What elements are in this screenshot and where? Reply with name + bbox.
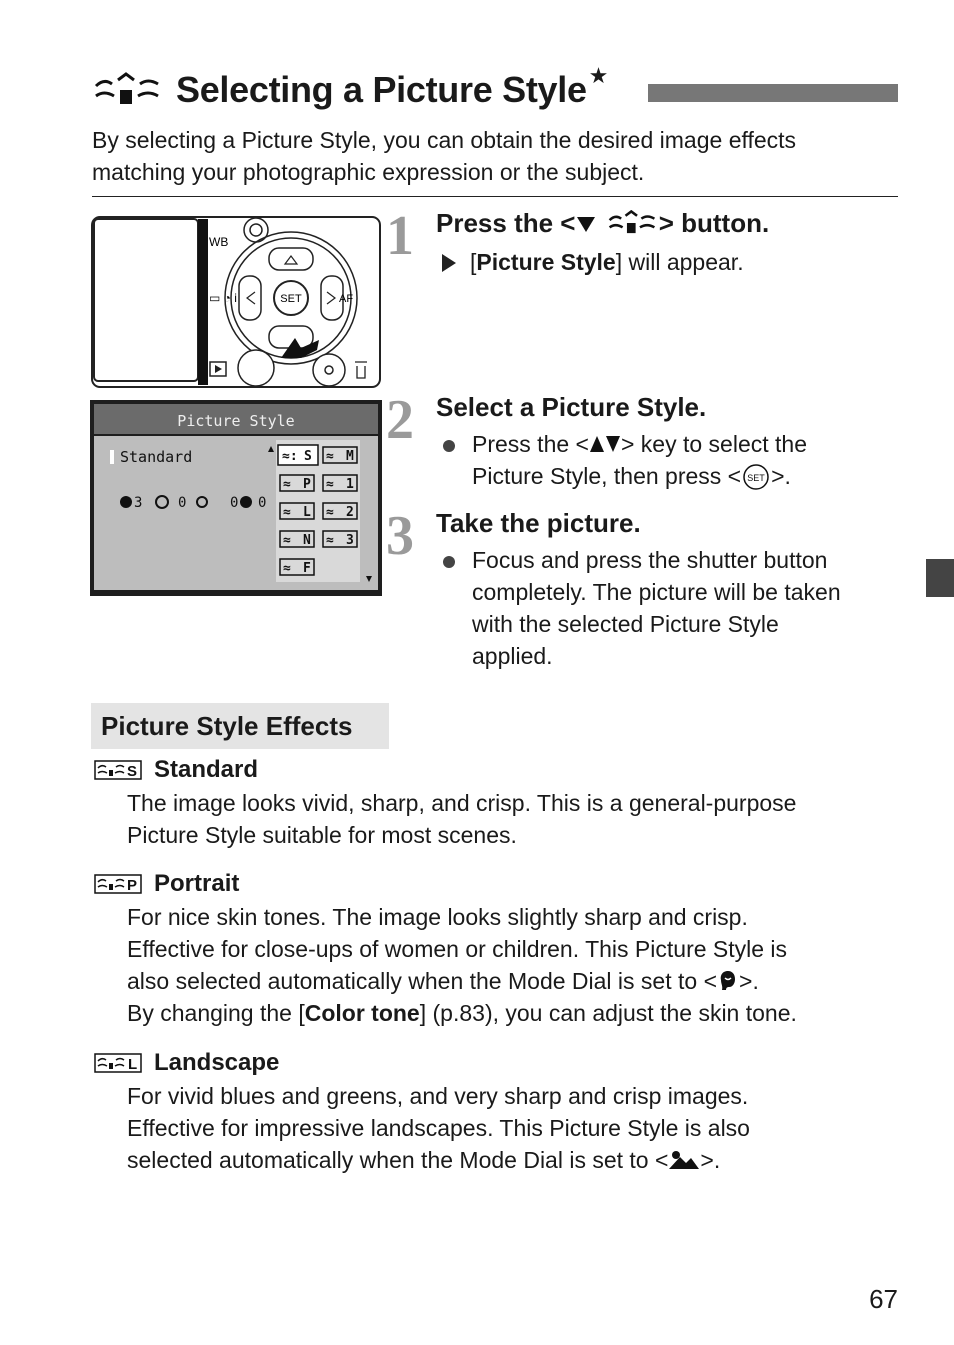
step-3-number: 3	[386, 505, 414, 567]
portrait-style-label: P Portrait	[94, 870, 239, 898]
lcd-title: Picture Style	[177, 412, 295, 430]
title-decor-bar	[648, 84, 898, 102]
lcd-style-faithful: F	[303, 561, 311, 576]
lcd-param-tone: 0	[258, 495, 267, 511]
lcd-style-standard: S	[304, 449, 312, 464]
lcd-style-user-1: 1	[346, 477, 354, 492]
step-3-heading: Take the picture.	[436, 508, 641, 538]
standard-style-description: The image looks vivid, sharp, and crisp. This is a general-purpose Picture Style suitable for most scenes.	[127, 790, 797, 848]
standard-style-icon	[94, 760, 142, 780]
lcd-selected-style: Standard	[120, 448, 193, 466]
svg-text:SET: SET	[747, 473, 765, 483]
down-triangle-icon	[575, 215, 597, 233]
lcd-param-sharpness: 3	[134, 495, 143, 511]
landscape-style-label: L Landscape	[94, 1049, 279, 1077]
portrait-mode-icon	[717, 969, 739, 993]
step-3-body: Focus and press the shutter button completely. The picture will be taken with the selected Picture Style applied.	[472, 547, 841, 669]
landscape-style-icon	[94, 1053, 142, 1073]
set-button-label: SET	[280, 293, 302, 305]
svg-text:S: S	[127, 763, 138, 780]
svg-text:≈: ≈	[283, 533, 291, 548]
picture-style-icon	[605, 210, 659, 236]
step-2-heading: Select a Picture Style.	[436, 392, 707, 422]
wb-label: WB	[209, 235, 229, 249]
set-button-icon	[741, 463, 771, 491]
camera-back-illustration	[91, 216, 381, 388]
landscape-mode-icon	[668, 1149, 700, 1171]
picture-style-lcd-screen	[90, 400, 382, 596]
effects-heading: Picture Style Effects	[91, 703, 389, 749]
page-number: 67	[869, 1284, 898, 1314]
step-2-body: Press the < > key to select the Picture Style, then press < SET >.	[472, 431, 808, 489]
svg-text:≈: ≈	[326, 533, 334, 548]
picture-style-icon	[92, 72, 162, 108]
svg-text:▭ ◔ i: ▭ ◔ i	[209, 291, 237, 305]
page-title: Selecting a Picture Style	[176, 69, 587, 110]
landscape-style-description: For vivid blues and greens, and very sharp and crisp images. Effective for impressive landscapes. This Picture Style is also selected automatically when the Mode Dial is set to < >.	[127, 1083, 750, 1173]
chapter-tab-marker	[926, 559, 954, 597]
lcd-style-user-2: 2	[346, 505, 354, 520]
af-label: AF	[339, 293, 354, 305]
step-1-result: [Picture Style] will appear.	[442, 246, 744, 278]
svg-text:≈: ≈	[326, 505, 334, 520]
step-1-number: 1	[386, 205, 414, 267]
lcd-style-neutral: N	[303, 533, 311, 548]
up-down-keys-icon	[589, 434, 621, 454]
lcd-style-portrait: P	[303, 477, 311, 492]
svg-text:≈: ≈	[283, 477, 291, 492]
lcd-style-landscape: L	[303, 505, 311, 520]
step-2-number: 2	[386, 389, 414, 451]
step-1-heading: Press the < > button.	[436, 208, 770, 238]
svg-text:≈: ≈	[283, 561, 291, 576]
lcd-style-user-3: 3	[346, 533, 354, 548]
bullet-icon	[443, 555, 455, 573]
page-title-row	[92, 63, 609, 114]
svg-text:≈: ≈	[283, 505, 291, 520]
lcd-param-contrast: 0	[178, 495, 187, 511]
portrait-style-description: For nice skin tones. The image looks slightly sharp and crisp. Effective for close-ups of women or children. This Picture Style is also selected automatically when the Mode Dial is set to < >. By changing the [Color tone] (p.83), you can adjust the skin tone.	[127, 904, 797, 1026]
bullet-icon	[443, 439, 455, 457]
star-icon: ★	[588, 63, 609, 88]
svg-text:≈: ≈	[326, 477, 334, 492]
svg-text:≈:: ≈:	[282, 449, 298, 464]
portrait-style-icon	[94, 874, 142, 894]
lcd-style-monochrome: M	[346, 449, 354, 464]
svg-text:P: P	[127, 877, 138, 894]
lcd-param-saturation: 0	[230, 495, 239, 511]
section-divider	[92, 196, 898, 197]
result-arrow-icon	[442, 254, 456, 272]
svg-text:L: L	[128, 1056, 138, 1073]
standard-style-label: S Standard	[94, 756, 258, 784]
svg-text:≈: ≈	[326, 449, 334, 464]
intro-text: By selecting a Picture Style, you can obtain the desired image effects matching your photographic expression or the subject.	[92, 127, 797, 185]
